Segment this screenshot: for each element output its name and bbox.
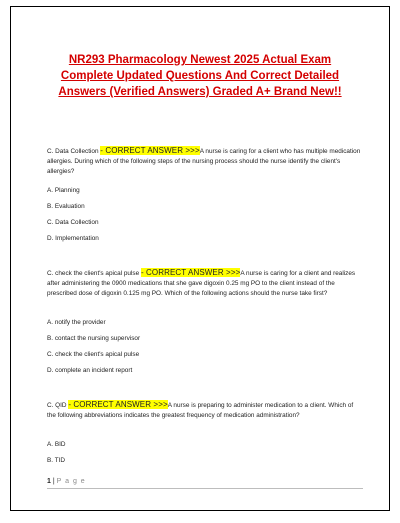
answer-option: C. Data Collection [47, 219, 99, 226]
page-footer [47, 478, 86, 485]
footer-divider [47, 488, 363, 489]
answer-option: C. check the client's apical pulse [47, 351, 140, 358]
question-answer: C. QID [47, 402, 69, 409]
page-label: P a g e [56, 478, 86, 485]
question-block [47, 268, 363, 299]
answer-option: A. BID [47, 441, 66, 448]
question-prompt: A nurse is caring for a client who has multiple medication allergies. During which of the following steps of the nursing process should the nurse identify the client's allergies? [47, 148, 361, 175]
answer-option: B. TID [47, 457, 65, 464]
answer-option: A. Planning [47, 187, 80, 194]
question-answer: C. Data Collection [47, 148, 101, 155]
question-prompt: A nurse is caring for a client and realizes after administering the 0900 medications that she gave digoxin 0.25 mg PO to the client instead of the prescribed dose of digoxin 0.125 mg PO. Which of the following actions should the nurse take first? [47, 270, 356, 297]
title-line: Complete Updated Questions And Correct Detailed [60, 70, 340, 82]
correct-answer-marker: - CORRECT ANSWER >>> [68, 400, 168, 409]
answer-option: A. notify the provider [47, 319, 106, 326]
question-answer: C. check the client's apical pulse [47, 270, 141, 277]
question-prompt: A nurse is preparing to administer medication to a client. Which of the following abbreviations indicates the greatest frequency of medication administration? [47, 402, 354, 419]
document-page [10, 6, 390, 511]
document-title [39, 52, 361, 100]
footer-separator: | [50, 478, 57, 485]
correct-answer-marker: - CORRECT ANSWER >>> [140, 268, 241, 277]
answer-option: D. Implementation [47, 235, 99, 242]
answer-option: B. contact the nursing supervisor [47, 335, 141, 342]
correct-answer-marker: - CORRECT ANSWER >>> [100, 146, 200, 155]
question-block [47, 146, 363, 177]
question-block [47, 400, 363, 421]
title-line: NR293 Pharmacology Newest 2025 Actual Exam [68, 54, 332, 66]
answer-option: D. complete an incident report [47, 367, 133, 374]
title-line: Answers (Verified Answers) Graded A+ Brand New!! [58, 86, 342, 98]
page-number: 1 [47, 478, 51, 485]
answer-option: B. Evaluation [47, 203, 85, 210]
